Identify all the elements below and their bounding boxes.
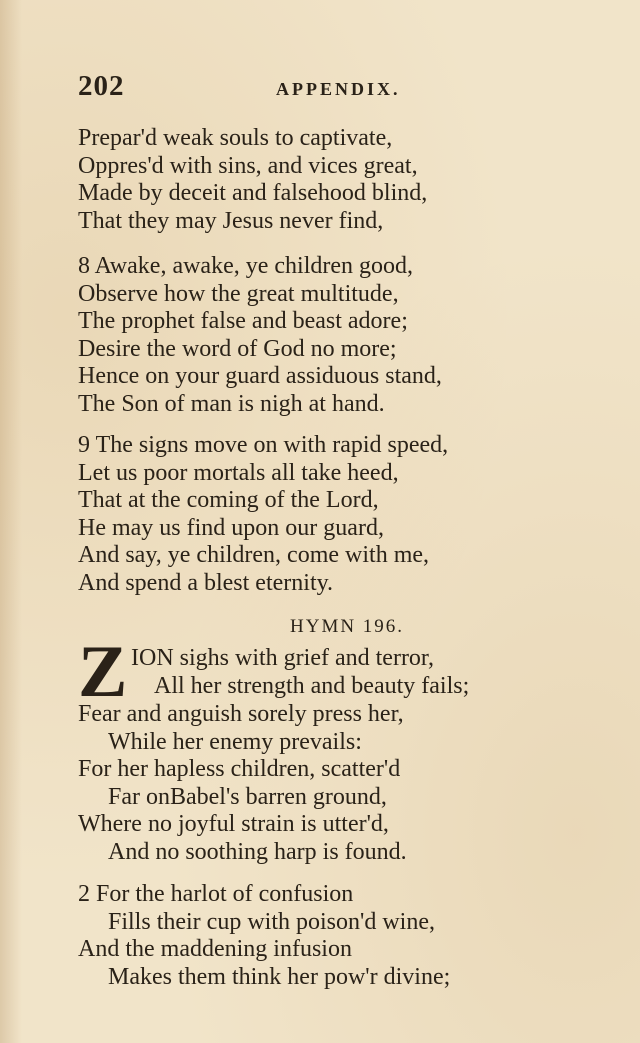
verse-line: Let us poor mortals all take heed, [78, 459, 399, 486]
stanza-9 [78, 432, 578, 597]
verse-line: Desire the word of God no more; [78, 335, 397, 362]
verse-line: That at the coming of the Lord, [78, 487, 379, 513]
verse-line: 2 For the harlot of confusion [78, 881, 354, 907]
verse-line: And say, ye children, come with me, [78, 542, 430, 568]
verse-line: All her strength and beauty fails; [154, 673, 470, 699]
verse-line: Where no joyful strain is utter'd, [78, 811, 389, 837]
verse-line: Observe how the great multitude, [78, 280, 399, 307]
verse-line: Prepar'd weak souls to captivate, [78, 125, 393, 151]
verse-line: The Son of man is nigh at hand. [78, 390, 385, 417]
verse-line: And no soothing harp is found. [108, 838, 407, 865]
running-head: APPENDIX. [276, 79, 401, 99]
verse-line: Fills their cup with poison'd wine, [108, 908, 435, 935]
drop-cap: Z [78, 631, 128, 713]
hymn-stanza-2 [78, 881, 578, 991]
verse-line: The prophet false and beast adore; [78, 308, 408, 334]
verse-line: Far onBabel's barren ground, [108, 783, 387, 810]
verse-line: Made by deceit and falsehood blind, [78, 180, 428, 206]
verse-line: Fear and anguish sorely press her, [78, 701, 404, 727]
verse-line: Hence on your guard assiduous stand, [78, 363, 442, 389]
verse-line: And the maddening infusion [78, 936, 352, 962]
verse-line: Makes them think her pow'r divine; [108, 963, 451, 990]
continuation-stanza [78, 125, 578, 235]
verse-line: Oppres'd with sins, and vices great, [78, 152, 418, 179]
hymn-stanza-1 [78, 701, 578, 866]
verse-line: For her hapless children, scatter'd [78, 756, 401, 782]
verse-line: While her enemy prevails: [108, 728, 362, 755]
hymn-title: HYMN 196. [290, 616, 405, 637]
verse-line: That they may Jesus never find, [78, 207, 384, 234]
verse-line: 8 Awake, awake, ye children good, [78, 253, 414, 279]
verse-line: He may us find upon our guard, [78, 514, 384, 541]
verse-line: ION sighs with grief and terror, [131, 645, 434, 671]
page-number: 202 [78, 70, 125, 102]
verse-line: 9 The signs move on with rapid speed, [78, 432, 449, 458]
stanza-8 [78, 253, 578, 418]
verse-line: And spend a blest eternity. [78, 569, 334, 596]
page-header [78, 70, 438, 110]
